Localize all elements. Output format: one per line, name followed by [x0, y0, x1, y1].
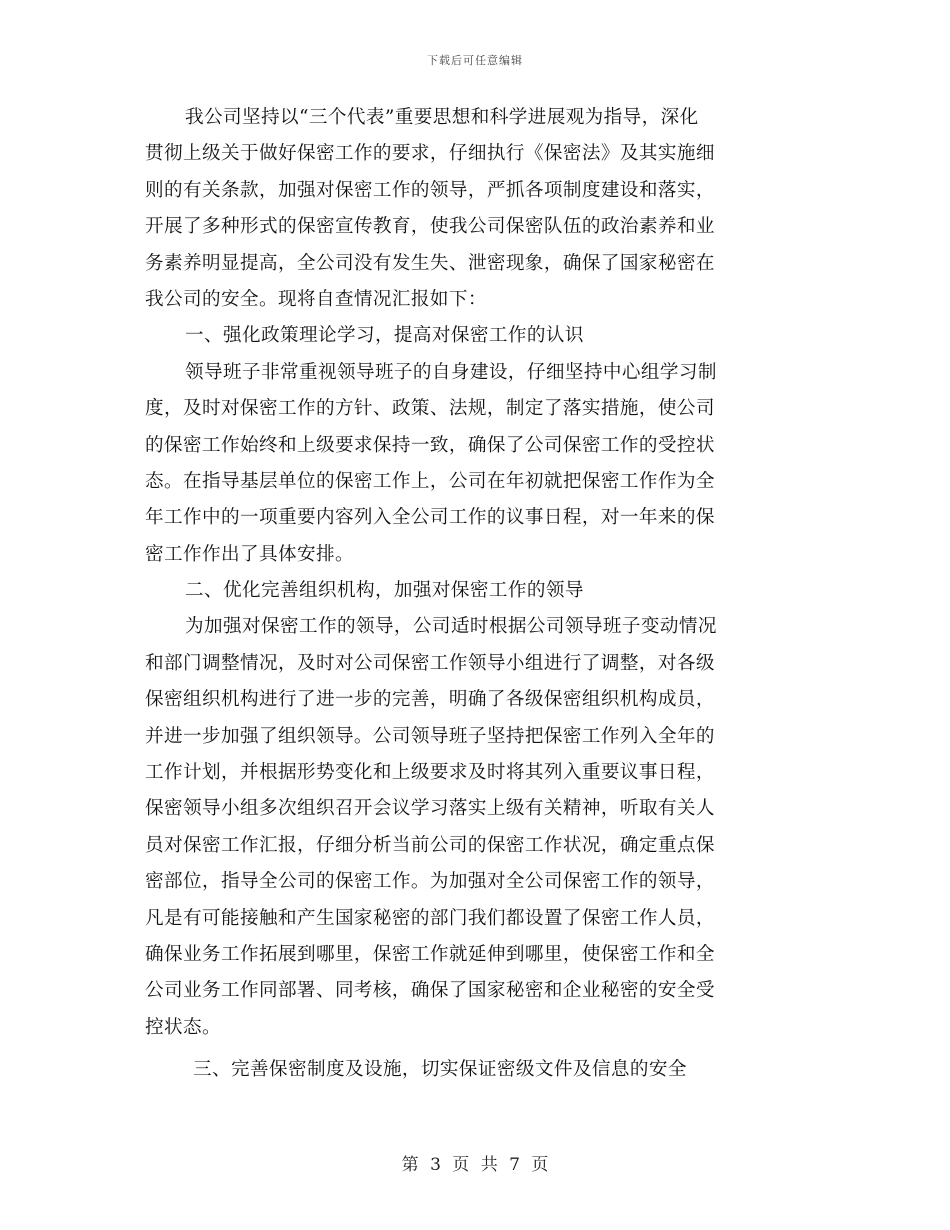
section-heading-2: 二、优化完善组织机构，加强对保密工作的领导 — [185, 580, 584, 602]
paragraph-line: 贯彻上级关于做好保密工作的要求，仔细执行《保密法》及其实施细 — [145, 143, 715, 165]
page-number-footer: 第 3 页 共 7 页 — [401, 1155, 549, 1175]
paragraph-line: 和部门调整情况，及时对公司保密工作领导小组进行了调整，对各级 — [145, 652, 715, 674]
paragraph-line: 员对保密工作汇报，仔细分析当前公司的保密工作状况，确定重点保 — [145, 834, 715, 856]
paragraph-line: 工作计划，并根据形势变化和上级要求及时将其列入重要议事日程， — [145, 762, 715, 784]
paragraph-line: 为加强对保密工作的领导，公司适时根据公司领导班子变动情况 — [185, 616, 717, 638]
document-body — [145, 100, 805, 1094]
paragraph-line: 态。在指导基层单位的保密工作上，公司在年初就把保密工作作为全 — [145, 470, 715, 492]
paragraph-line: 领导班子非常重视领导班子的自身建设，仔细坚持中心组学习制 — [185, 361, 717, 383]
paragraph-line: 则的有关条款，加强对保密工作的领导，严抓各项制度建设和落实， — [145, 179, 715, 201]
paragraph-line: 密部位，指导全公司的保密工作。为加强对全公司保密工作的领导， — [145, 871, 715, 893]
paragraph-line: 密工作作出了具体安排。 — [145, 543, 354, 565]
paragraph-line: 凡是有可能接触和产生国家秘密的部门我们都设置了保密工作人员， — [145, 907, 715, 929]
paragraph-line: 度，及时对保密工作的方针、政策、法规，制定了落实措施，使公司 — [145, 398, 715, 420]
paragraph-line: 保密领导小组多次组织召开会议学习落实上级有关精神，听取有关人 — [145, 798, 715, 820]
paragraph-line: 年工作中的一项重要内容列入全公司工作的议事日程，对一年来的保 — [145, 507, 715, 529]
paragraph-line: 并进一步加强了组织领导。公司领导班子坚持把保密工作列入全年的 — [145, 725, 715, 747]
paragraph-line: 保密组织机构进行了进一步的完善，明确了各级保密组织机构成员， — [145, 689, 715, 711]
section-heading-3: 三、完善保密制度及设施，切实保证密级文件及信息的安全 — [193, 1059, 687, 1081]
paragraph-line: 公司业务工作同部署、同考核，确保了国家秘密和企业秘密的安全受 — [145, 980, 715, 1002]
paragraph-line: 我公司坚持以“三个代表”重要思想和科学进展观为指导，深化 — [185, 107, 699, 128]
paragraph-line: 务素养明显提高，全公司没有发生失、泄密现象，确保了国家秘密在 — [145, 252, 715, 274]
paragraph-line: 我公司的安全。现将自查情况汇报如下： — [145, 288, 487, 310]
paragraph-line: 的保密工作始终和上级要求保持一致，确保了公司保密工作的受控状 — [145, 434, 715, 456]
section-heading-1: 一、强化政策理论学习，提高对保密工作的认识 — [185, 325, 584, 347]
paragraph-line: 开展了多种形式的保密宣传教育，使我公司保密队伍的政治素养和业 — [145, 216, 715, 238]
paragraph-line: 控状态。 — [145, 1016, 221, 1038]
paragraph-line: 确保业务工作拓展到哪里，保密工作就延伸到哪里，使保密工作和全 — [145, 943, 715, 965]
page-header-note: 下载后可任意编辑 — [427, 54, 523, 67]
